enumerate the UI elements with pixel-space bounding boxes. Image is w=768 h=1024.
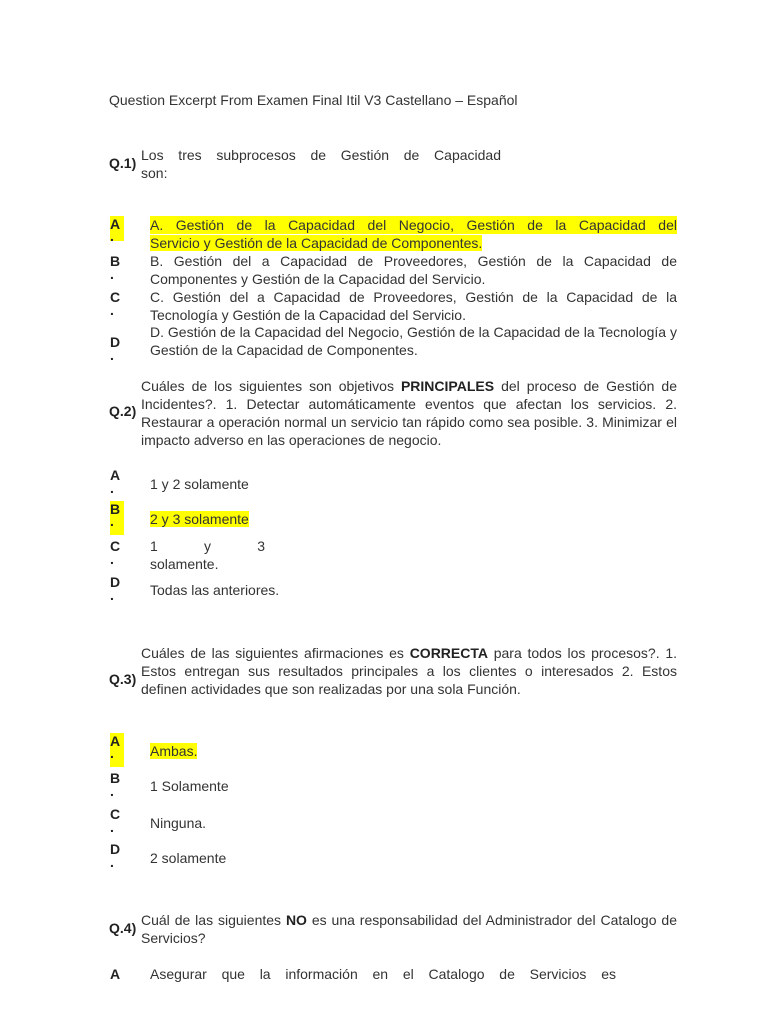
q1-option-a-line2: Servicio y Gestión de la Capacidad de Componentes. (150, 235, 483, 251)
q1-option-a-line1: A. Gestión de la Capacidad del Negocio, Gestión de la Capacidad del (150, 217, 677, 233)
q2-letter-d: D . (110, 574, 121, 603)
document-header: Question Excerpt From Examen Final Itil V3 Castellano – Español (109, 92, 518, 108)
question-1-text (141, 146, 501, 182)
q3-letter-b: B . (110, 770, 121, 799)
question-3-text-emphasis: CORRECTA (409, 645, 488, 661)
question-1-label: Q.1) (109, 155, 137, 171)
question-3-text (141, 644, 677, 698)
q2-option-c (150, 537, 265, 573)
question-2-label: Q.2) (109, 403, 137, 419)
q3-letter-c: C . (110, 806, 121, 835)
q2-letter-c: C . (110, 538, 121, 567)
q2-letter-a: A . (110, 467, 121, 496)
q1-letter-d: D . (110, 334, 121, 363)
q1-letter-b: B . (110, 253, 121, 282)
question-2-text-pre: Cuáles de los siguientes son objetivos (141, 378, 401, 394)
q3-option-c: Ninguna. (150, 815, 207, 831)
q2-option-c-word3: 3 (257, 538, 265, 554)
q4-letter-a: A (110, 966, 121, 982)
question-2-text (141, 377, 677, 449)
letter-text: C (110, 289, 121, 305)
question-3-text-post: para todos los procesos?. 1. Estos entregan sus resultados principales a los clientes o interesados 2. Estos definen actividades que son realizadas por una sola Función. (141, 645, 678, 697)
q2-letter-b: B . (110, 501, 124, 535)
letter-text: D (110, 574, 121, 590)
question-3-label: Q.3) (109, 671, 137, 687)
q2-option-c-word1: 1 (150, 538, 158, 554)
letter-text: C (110, 806, 121, 822)
letter-text: B (110, 770, 121, 786)
letter-text: A (110, 216, 121, 232)
letter-text: D (110, 841, 121, 857)
question-2-text-emphasis: PRINCIPALES (400, 378, 495, 394)
question-1-text-line2: son: (141, 165, 168, 181)
q1-letter-c: C . (110, 289, 121, 318)
letter-text: C (110, 538, 121, 554)
letter-text: D (110, 334, 121, 350)
q2-option-d: Todas las anteriores. (150, 582, 280, 598)
q1-option-d: D. Gestión de la Capacidad del Negocio, Gestión de la Capacidad de la Tecnología y Gestión de la Capacidad de Componentes. (150, 324, 677, 358)
q2-option-c-line2: solamente. (150, 556, 219, 572)
letter-text: A (110, 467, 121, 483)
q3-option-d: 2 solamente (150, 850, 227, 866)
q2-option-b: 2 y 3 solamente (150, 511, 249, 527)
letter-text: A (110, 733, 121, 749)
q3-option-a: Ambas. (150, 743, 198, 759)
question-4-text (141, 911, 677, 947)
letter-text: B (110, 501, 121, 517)
q3-option-b: 1 Solamente (150, 778, 229, 794)
q1-option-b: B. Gestión del a Capacidad de Proveedores, Gestión de la Capacidad de Componentes y Gestión de la Capacidad del Servicio. (150, 253, 677, 287)
letter-text: B (110, 253, 121, 269)
question-4-text-post: es una responsabilidad del Administrador del Catalogo de Servicios? (141, 912, 677, 946)
q2-option-c-word2: y (204, 538, 211, 554)
question-3-text-pre: Cuáles de las siguientes afirmaciones es (141, 645, 410, 661)
question-2-text-post: del proceso de Gestión de Incidentes?. 1. Detectar automáticamente eventos que afectan los servicios. 2. Restaurar a operación normal un servicio tan rápido como sea posible. 3. Minimizar el impacto adverso en las operaciones de negocio. (141, 378, 677, 448)
question-4-text-emphasis: NO (285, 912, 307, 928)
question-4-text-pre: Cuál de las siguientes (141, 912, 286, 928)
q3-letter-a: A . (110, 733, 124, 767)
question-1-text-line1: Los tres subprocesos de Gestión de Capacidad (141, 147, 501, 163)
q4-option-a: Asegurar que la información en el Catalogo de Servicios es (150, 966, 616, 982)
q1-letter-a: A . (110, 216, 124, 241)
q1-option-c: C. Gestión del a Capacidad de Proveedores, Gestión de la Capacidad de la Tecnología y Gestión de la Capacidad del Servicio. (150, 289, 677, 323)
q2-option-a: 1 y 2 solamente (150, 476, 249, 492)
q1-option-a (150, 216, 677, 252)
question-4-label: Q.4) (109, 920, 137, 936)
q3-letter-d: D . (110, 841, 121, 870)
